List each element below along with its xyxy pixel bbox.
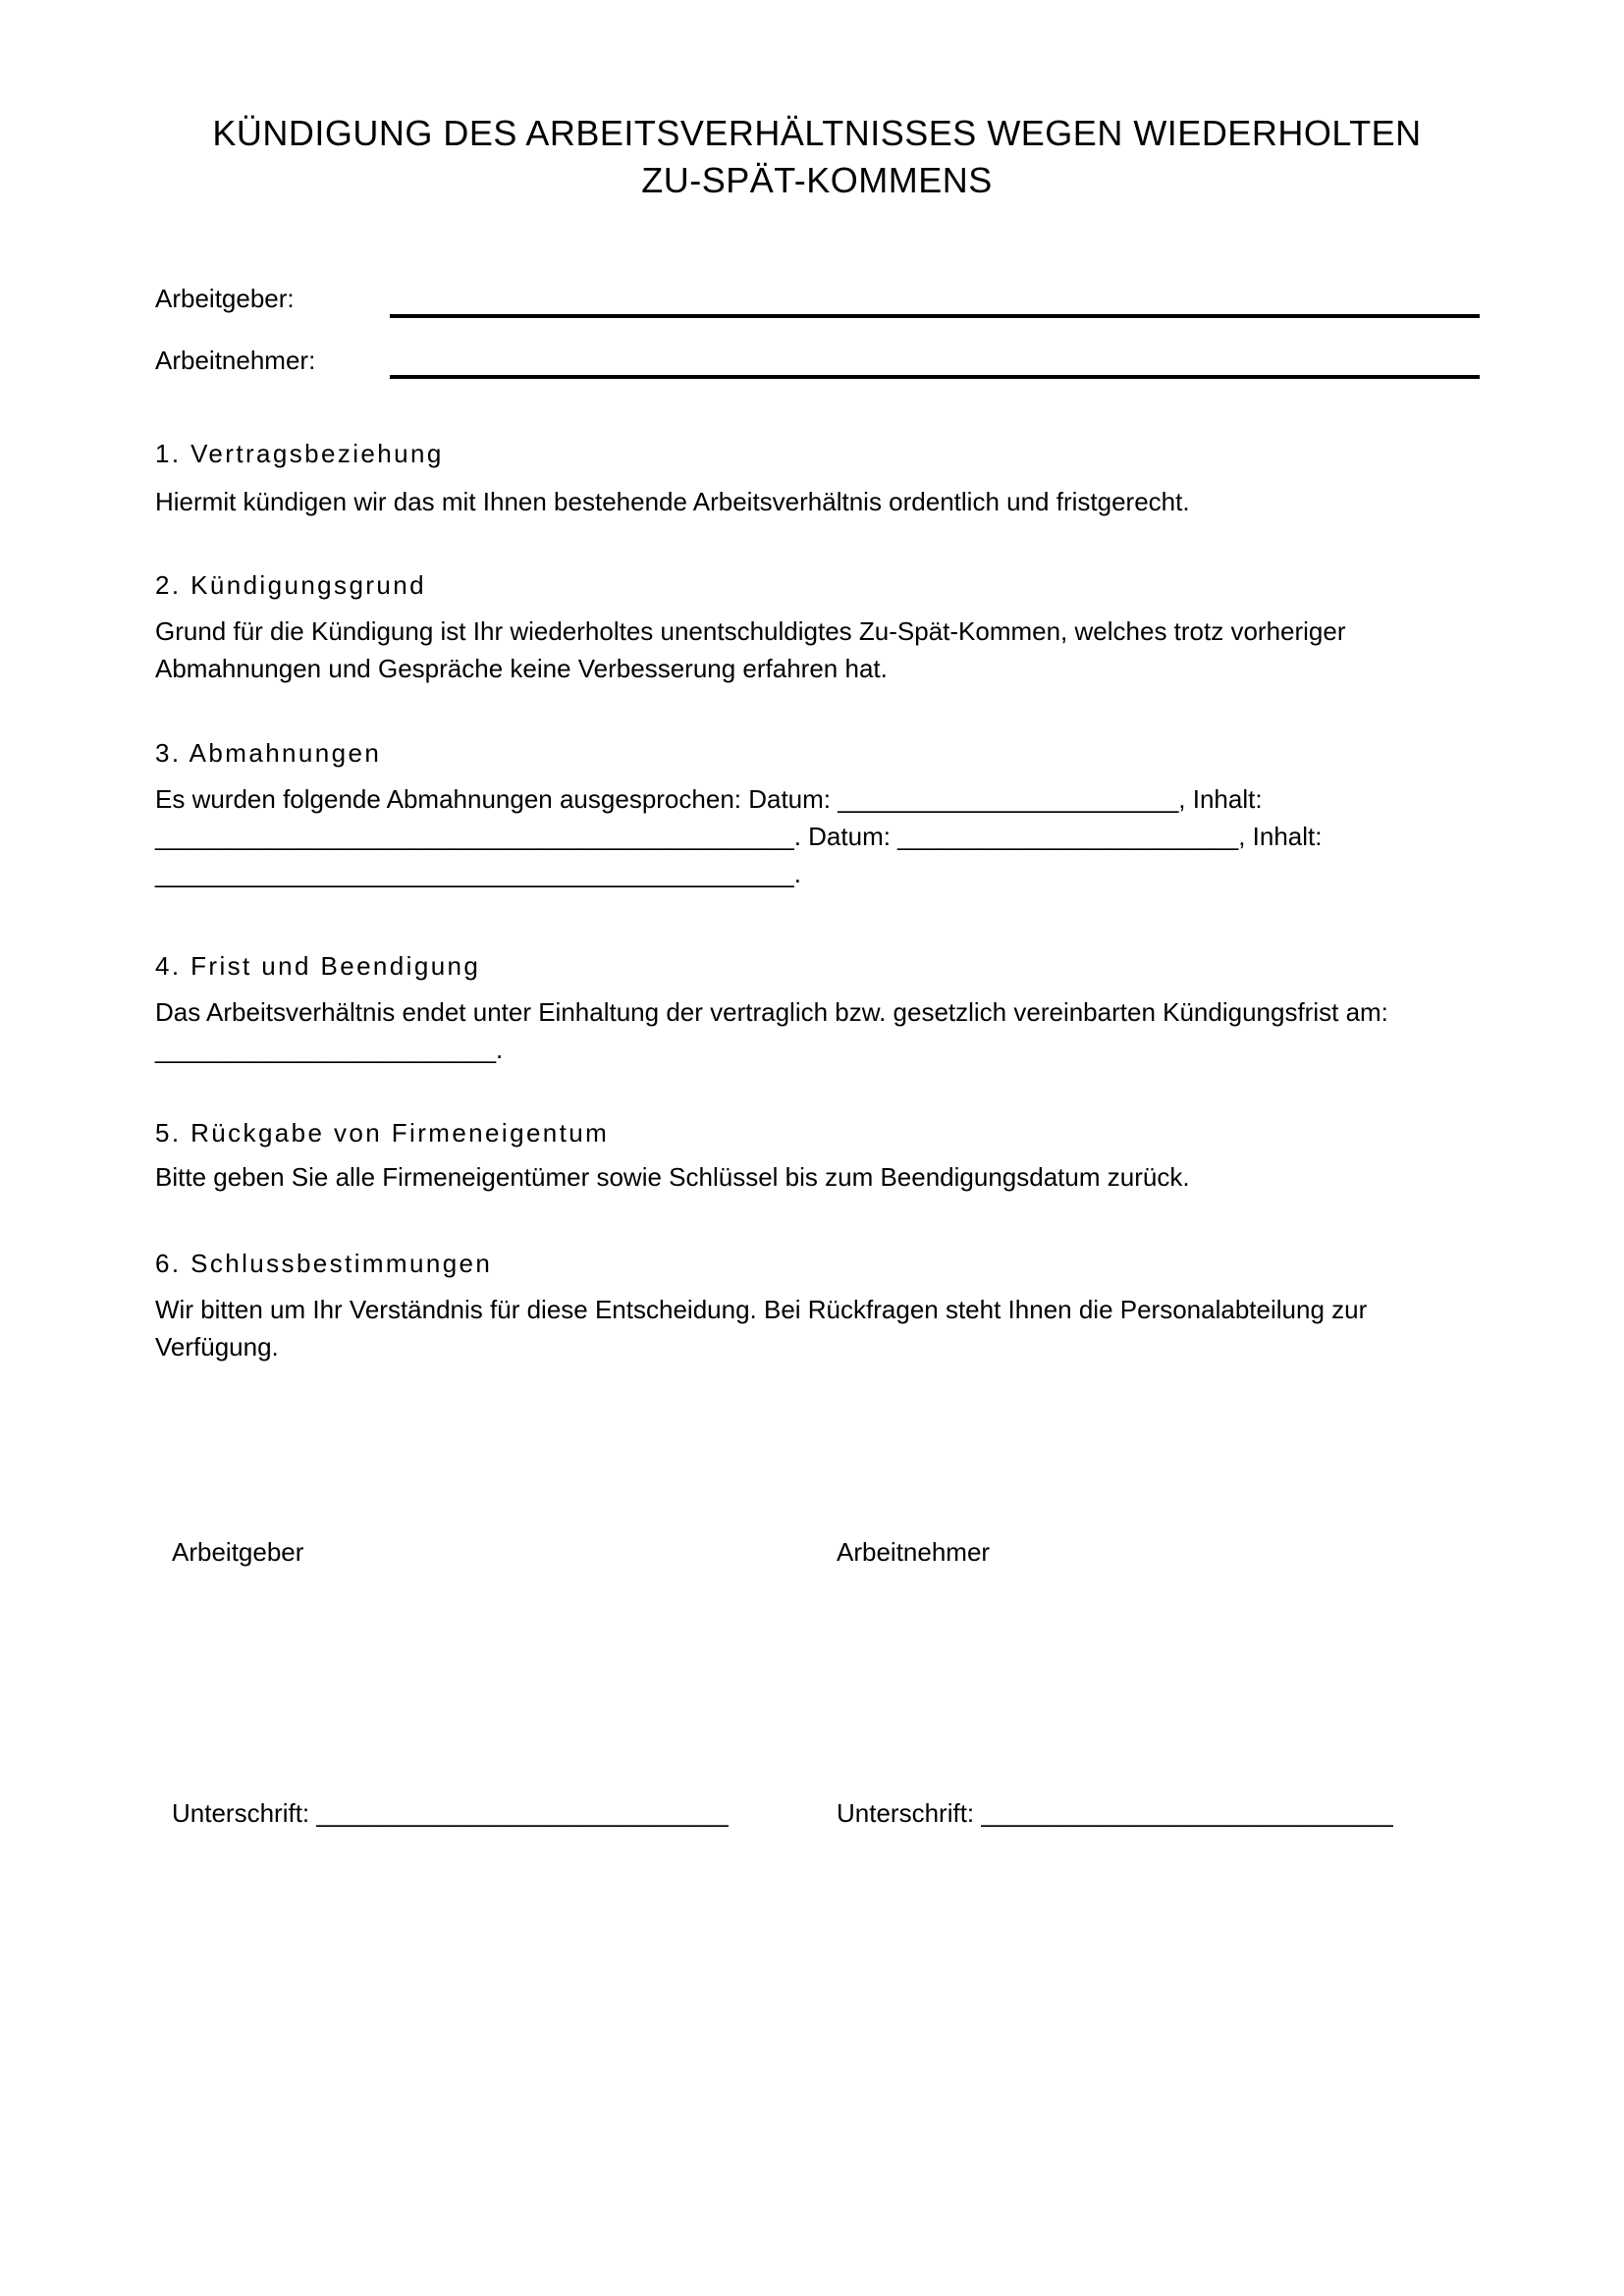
section-1-body: Hiermit kündigen wir das mit Ihnen bestehende Arbeitsverhältnis ordentlich und fristgerecht. [155,487,1190,516]
document-title [154,110,1480,204]
signature-employer-label: Arbeitgeber [172,1537,304,1567]
section-4-heading: 4. Frist und Beendigung [155,951,481,981]
document-title-line-2: ZU-SPÄT-KOMMENS [641,160,993,200]
signature-employee-label: Arbeitnehmer [837,1537,991,1567]
section-5-heading: 5. Rückgabe von Firmeneigentum [155,1118,610,1148]
section-2-heading: 2. Kündigungsgrund [155,570,426,600]
section-3-body: Es wurden folgende Abmahnungen ausgesprochen: Datum: ________________________, Inhalt: _____________________________________________. Datum: ________________________, Inhalt: _____________________________________________. [155,784,1323,888]
section-2-body: Grund für die Kündigung ist Ihr wiederholtes unentschuldigtes Zu-Spät-Kommen, welches trotz vorheriger Abmahnungen und Gespräche keine Verbesserung erfahren hat. [155,616,1346,683]
signature-employer-line: Unterschrift: _____________________________ [172,1798,729,1828]
employee-fill-line [390,375,1480,379]
signature-employee-line: Unterschrift: _____________________________ [837,1798,1393,1828]
employee-field-label: Arbeitnehmer: [155,346,316,375]
section-6-heading: 6. Schlussbestimmungen [155,1249,493,1278]
section-4-body: Das Arbeitsverhältnis endet unter Einhaltung der vertraglich bzw. gesetzlich vereinbarten Kündigungsfrist am: ________________________. [155,997,1388,1064]
section-1-heading: 1. Vertragsbeziehung [155,439,444,468]
section-5-body: Bitte geben Sie alle Firmeneigentümer sowie Schlüssel bis zum Beendigungsdatum zurück. [155,1162,1190,1192]
employer-field-label: Arbeitgeber: [155,284,295,313]
section-6-body: Wir bitten um Ihr Verständnis für diese Entscheidung. Bei Rückfragen steht Ihnen die Personalabteilung zur Verfügung. [155,1295,1368,1362]
employer-fill-line [390,314,1480,318]
document-title-line-1: KÜNDIGUNG DES ARBEITSVERHÄLTNISSES WEGEN WIEDERHOLTEN [212,113,1422,153]
section-3-heading: 3. Abmahnungen [155,738,382,768]
